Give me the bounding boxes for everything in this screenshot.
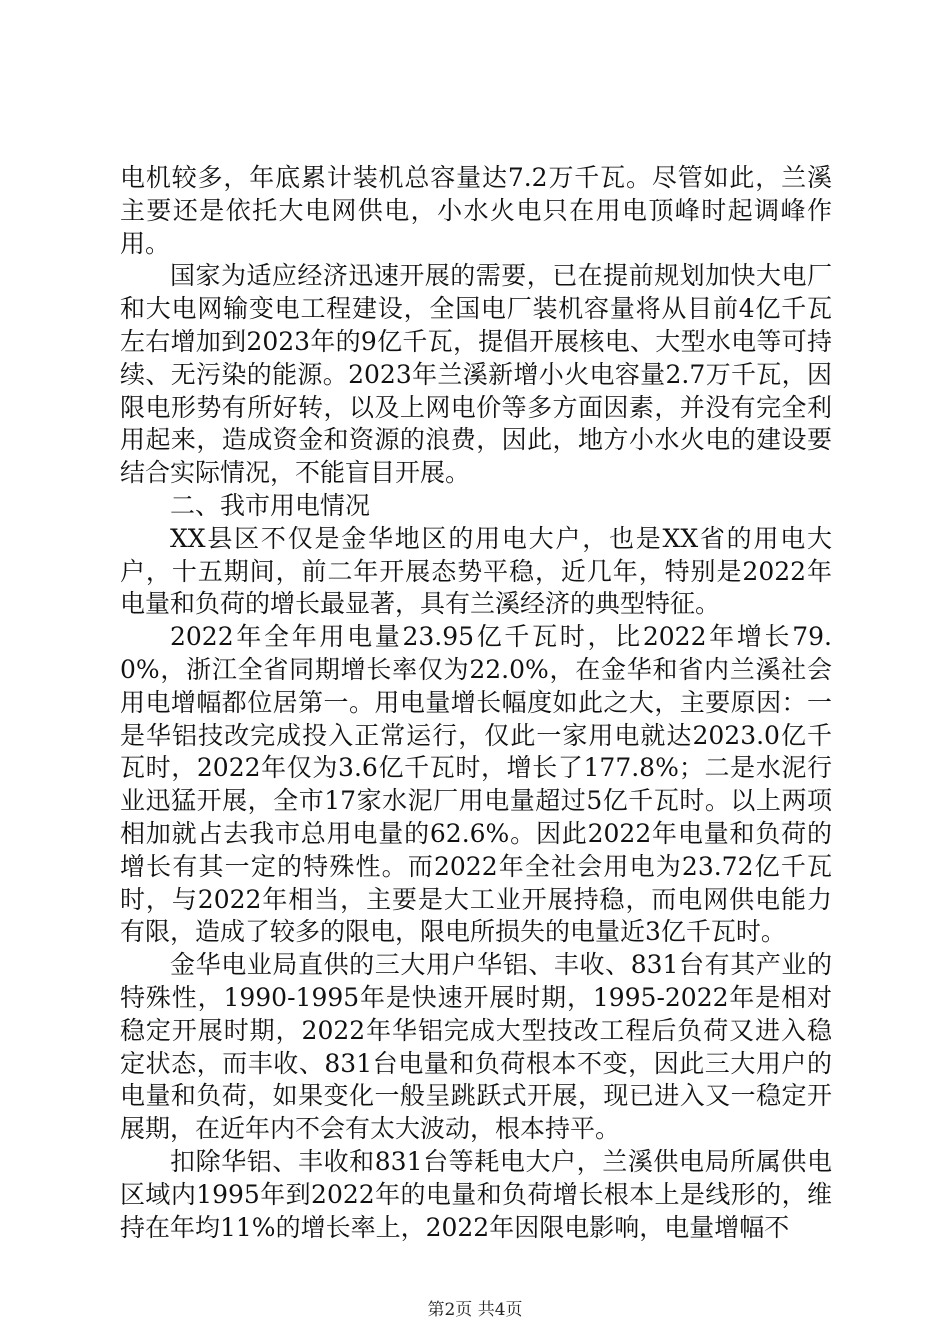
page-footer: 第2页 共4页	[427, 1300, 523, 1320]
paragraph-continuation: 电机较多，年底累计装机总容量达7.2万千瓦。尽管如此，兰溪主要还是依托大电网供电，小水火电只在用电顶峰时起调峰作用。	[120, 163, 832, 258]
paragraph-national-planning: 国家为适应经济迅速开展的需要，已在提前规划加快大电厂和大电网输变电工程建设，全国电厂装机容量将从目前4亿千瓦左右增加到2023年的9亿千瓦，提倡开展核电、大型水电等可持续、无污染的能源。2023年兰溪新增小火电容量2.7万千瓦，因限电形势有所好转，以及上网电价等多方面因素，并没有完全利用起来，造成资金和资源的浪费，因此，地方小水火电的建设要结合实际情况，不能盲目开展。	[120, 261, 832, 488]
paragraph-county-usage: XX县区不仅是金华地区的用电大户，也是XX省的用电大户，十五期间，前二年开展态势平稳，近几年，特别是2022年电量和负荷的增长最显著，具有兰溪经济的典型特征。	[120, 523, 832, 619]
paragraph-load-growth: 扣除华铝、丰收和831台等耗电大户，兰溪供电局所属供电区域内1995年到2022年的电量和负荷增长根本上是线形的，维持在年均11%的增长率上，2022年因限电影响，电量增幅不	[120, 1146, 832, 1242]
paragraph-annual-consumption: 2022年全年用电量23.95亿千瓦时，比2022年增长79.0%，浙江全省同期增长率仅为22.0%，在金华和省内兰溪社会用电增幅都位居第一。用电量增长幅度如此之大，主要原因：一是华铝技改完成投入正常运行，仅此一家用电就达2023.0亿千瓦时，2022年仅为3.6亿千瓦时，增长了177.8%；二是水泥行业迅猛开展，全市17家水泥厂用电量超过5亿千瓦时。以上两项相加就占去我市总用电量的62.6%。因此2022年电量和负荷的增长有其一定的特殊性。而2022年全社会用电为23.72亿千瓦时，与2022年相当，主要是大工业开展持稳，而电网供电能力有限，造成了较多的限电，限电所损失的电量近3亿千瓦时。	[120, 622, 832, 947]
document-body	[120, 162, 832, 1244]
paragraph-major-users: 金华电业局直供的三大用户华铝、丰收、831台有其产业的特殊性，1990-1995年是快速开展时期，1995-2022年是相对稳定开展时期，2022年华铝完成大型技改工程后负荷又进入稳定状态，而丰收、831台电量和负荷根本不变，因此三大用户的电量和负荷，如果变化一般呈跳跃式开展，现已进入又一稳定开展期，在近年内不会有太大波动，根本持平。	[120, 950, 832, 1144]
section-heading: 二、我市用电情况	[170, 490, 371, 520]
